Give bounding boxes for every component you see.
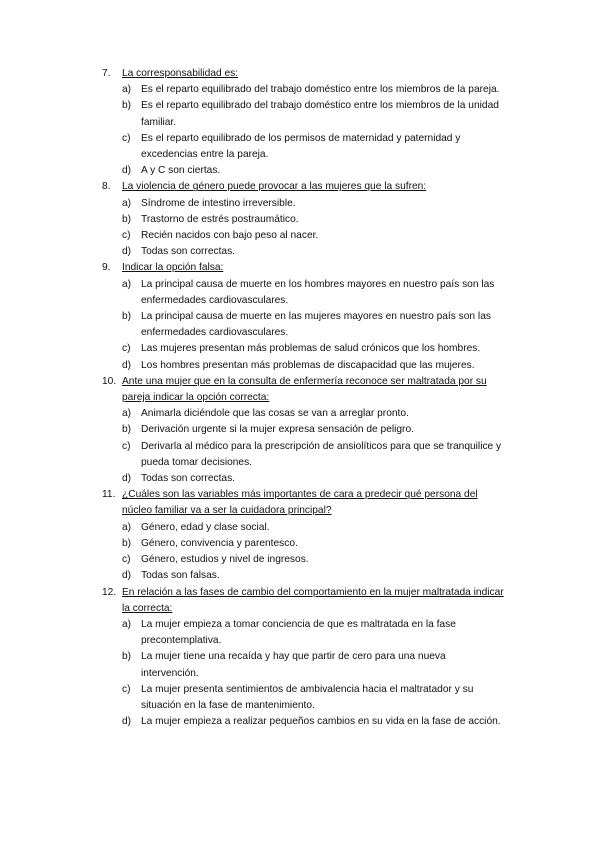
question-text: ¿Cuáles son las variables más importantes de cara a predecir qué persona del núcleo familiar va a ser la cuidadora principal? — [122, 489, 478, 517]
option-text: Animarla diciéndole que las cosas se van a arreglar pronto. — [141, 408, 409, 420]
option-text: Es el reparto equilibrado del trabajo doméstico entre los miembros de la pareja. — [141, 84, 500, 96]
answer-option — [0, 196, 600, 212]
option-letter: d) — [122, 359, 132, 371]
answer-option — [0, 341, 600, 357]
answer-option — [0, 568, 600, 584]
question-text: Indicar la opción falsa: — [122, 262, 224, 274]
answer-option — [0, 552, 600, 568]
option-letter: a) — [122, 84, 132, 96]
option-text: Los hombres presentan más problemas de discapacidad que las mujeres. — [141, 359, 475, 371]
option-text: Trastorno de estrés postraumático. — [141, 213, 299, 225]
question-text: La corresponsabilidad es: — [122, 68, 239, 79]
option-letter: c) — [122, 554, 131, 566]
answer-option — [0, 682, 600, 714]
question-number: 10. — [102, 375, 117, 387]
option-text: Género, estudios y nivel de ingresos. — [141, 554, 309, 566]
question-number: 11. — [102, 489, 116, 501]
option-letter: d) — [122, 165, 132, 177]
option-letter: a) — [122, 408, 132, 420]
option-text: La mujer empieza a realizar pequeños cambios en su vida en la fase de acción. — [141, 716, 501, 728]
question-2 — [0, 179, 600, 195]
option-letter: b) — [122, 311, 132, 323]
question-text: La violencia de género puede provocar a las mujeres que la sufren: — [122, 181, 427, 193]
question-number: 7. — [102, 68, 111, 79]
answer-option — [0, 163, 600, 179]
option-text: La principal causa de muerte en los hombres mayores en nuestro país son las enfermedades cardiovasculares. — [141, 278, 495, 306]
option-text: La mujer tiene una recaída y hay que partir de cero para una nueva intervención. — [141, 651, 446, 679]
question-number: 12. — [102, 586, 117, 598]
option-letter: d) — [122, 570, 132, 582]
question-3 — [0, 260, 600, 276]
option-text: La principal causa de muerte en las mujeres mayores en nuestro país son las enfermedades cardiovasculares. — [141, 311, 491, 339]
option-text: La mujer presenta sentimientos de ambivalencia hacia el maltratador y su situación en la fase de mantenimiento. — [141, 683, 474, 711]
question-1 — [0, 66, 600, 82]
option-text: Recién nacidos con bajo peso al nacer. — [141, 230, 319, 242]
option-text: Derivarla al médico para la prescripción de ansiolíticos para que se tranquilice y pueda tomar decisiones. — [141, 440, 502, 468]
option-letter: a) — [122, 618, 132, 630]
option-letter: b) — [122, 424, 132, 436]
option-letter: d) — [122, 246, 132, 258]
option-letter: c) — [122, 132, 131, 144]
question-number: 8. — [102, 181, 111, 193]
option-text: Es el reparto equilibrado del trabajo doméstico entre los miembros de la unidad familiar. — [141, 100, 499, 128]
answer-option — [0, 131, 600, 163]
option-letter: b) — [122, 213, 132, 225]
option-text: Es el reparto equilibrado de los permisos de maternidad y paternidad y excedencias entre la pareja. — [141, 132, 461, 161]
answer-option — [0, 244, 600, 260]
option-text: A y C son ciertas. — [141, 165, 221, 177]
question-text: Ante una mujer que en la consulta de enfermería reconoce ser maltratada por su pareja indicar la opción correcta: — [122, 375, 487, 404]
question-6 — [0, 585, 600, 617]
answer-option — [0, 714, 600, 730]
answer-option — [0, 358, 600, 374]
option-text: Todas son correctas. — [141, 473, 235, 485]
answer-option — [0, 422, 600, 438]
answer-option — [0, 520, 600, 536]
option-letter: b) — [122, 651, 132, 663]
option-text: Síndrome de intestino irreversible. — [141, 197, 296, 209]
option-letter: d) — [122, 473, 132, 485]
option-text: Las mujeres presentan más problemas de salud crónicos que los hombres. — [141, 343, 481, 355]
option-text: Género, convivencia y parentesco. — [141, 537, 298, 549]
option-text: La mujer empieza a tomar conciencia de que es maltratada en la fase precontemplativa. — [141, 618, 456, 647]
answer-option — [0, 439, 600, 471]
option-letter: d) — [122, 716, 132, 728]
option-letter: c) — [122, 683, 131, 695]
option-text: Todas son correctas. — [141, 246, 235, 258]
answer-option — [0, 98, 600, 130]
option-letter: c) — [122, 440, 131, 452]
option-letter: c) — [122, 343, 131, 355]
option-letter: a) — [122, 278, 132, 290]
option-letter: a) — [122, 521, 132, 533]
question-number: 9. — [102, 262, 111, 274]
answer-option — [0, 406, 600, 422]
option-letter: a) — [122, 197, 132, 209]
question-4 — [0, 374, 600, 406]
option-text: Derivación urgente si la mujer expresa sensación de peligro. — [141, 424, 414, 436]
answer-option — [0, 471, 600, 487]
option-letter: b) — [122, 100, 132, 112]
answer-option — [0, 212, 600, 228]
answer-option — [0, 228, 600, 244]
option-letter: c) — [122, 230, 131, 242]
question-list — [0, 66, 600, 730]
question-5 — [0, 487, 600, 519]
option-text: Género, edad y clase social. — [141, 521, 270, 533]
answer-option — [0, 82, 600, 98]
answer-option — [0, 649, 600, 681]
option-text: Todas son falsas. — [141, 570, 220, 582]
answer-option — [0, 277, 600, 309]
answer-option — [0, 309, 600, 341]
question-text: En relación a las fases de cambio del comportamiento en la mujer maltratada indicar la correcta: — [122, 586, 504, 614]
option-letter: b) — [122, 537, 132, 549]
answer-option — [0, 617, 600, 649]
answer-option — [0, 536, 600, 552]
